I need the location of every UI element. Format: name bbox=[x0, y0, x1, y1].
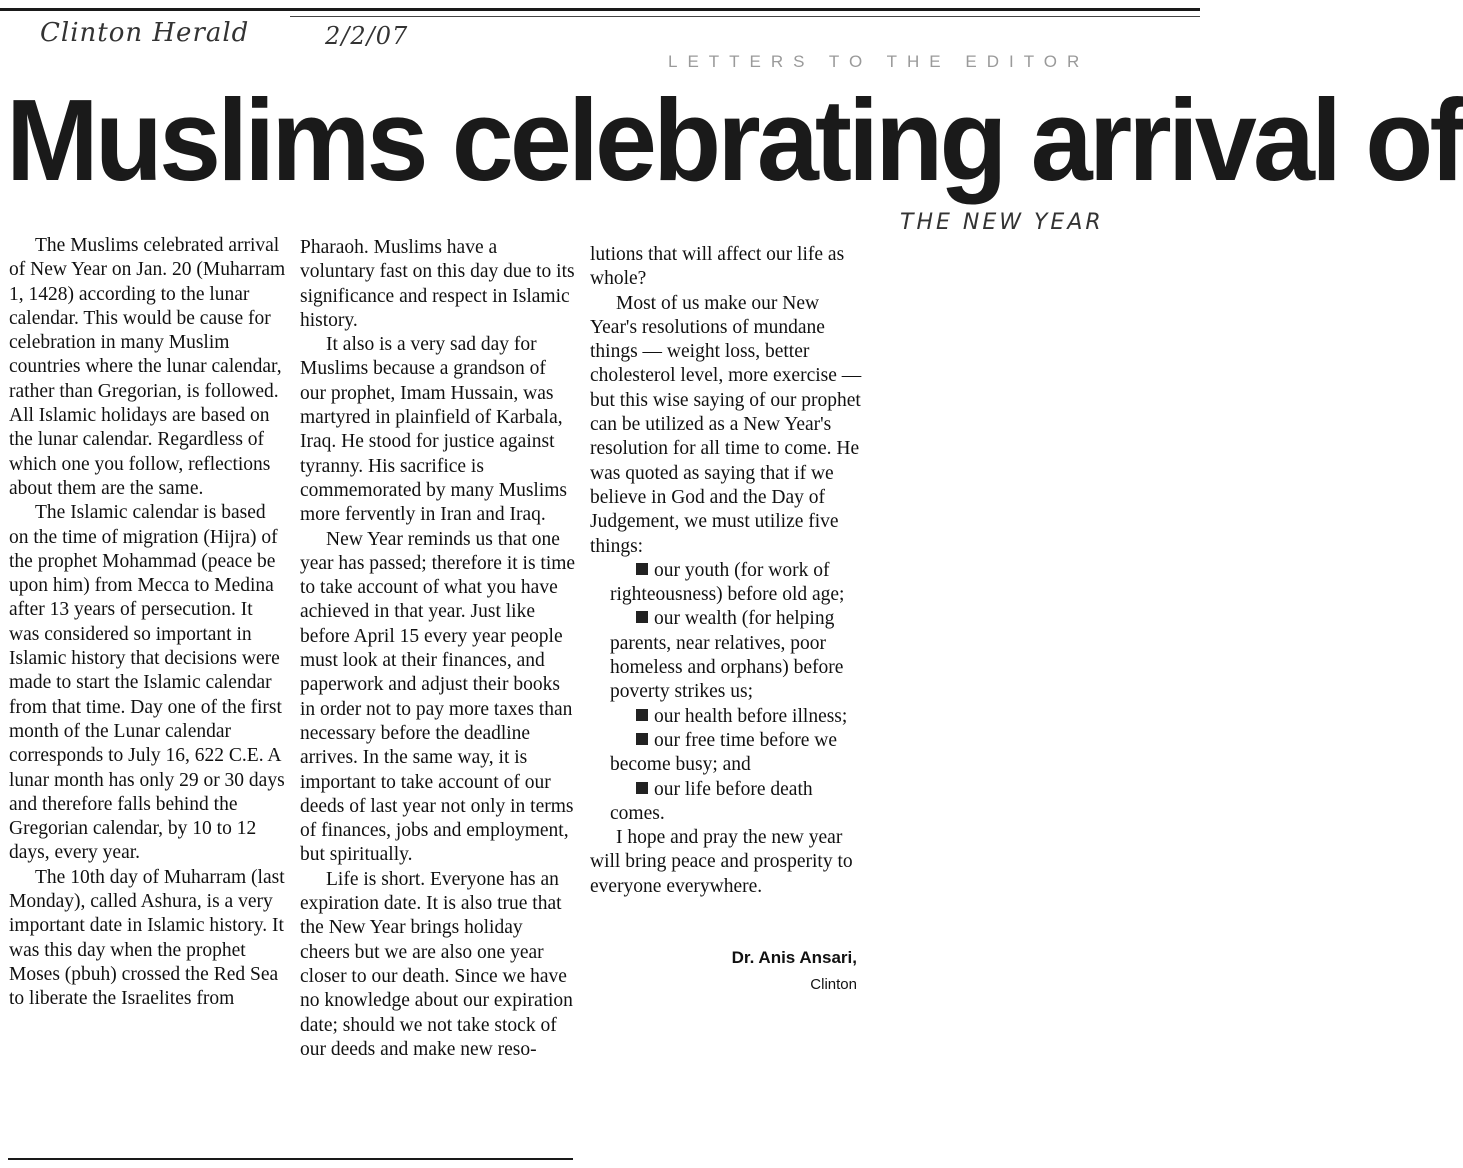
bullet-item bbox=[590, 559, 868, 608]
bullet-item bbox=[590, 778, 868, 827]
square-bullet-icon bbox=[636, 709, 648, 721]
paragraph: The 10th day of Muharram (last Monday), called Ashura, is a very important date in Islamic history. It was this day when the prophet Moses (pbuh) crossed the Red Sea to liberate the Israelites from bbox=[9, 866, 285, 1010]
paragraph: The Muslims celebrated arrival of New Year on Jan. 20 (Muharram 1, 1428) according to the lunar calendar. This would be cause for celebration in many Muslim countries where the lunar calendar, rather than Gregorian, is followed. All Islamic holidays are based on the lunar calendar. Regardless of which one you follow, reflections about them are the same. bbox=[9, 235, 286, 499]
square-bullet-icon bbox=[636, 611, 648, 623]
bullet-item bbox=[590, 705, 868, 729]
bullet-item bbox=[590, 607, 868, 704]
top-rule bbox=[0, 8, 1200, 11]
square-bullet-icon bbox=[636, 733, 648, 745]
paragraph: New Year reminds us that one year has passed; therefore it is time to take account of what you have achieved in that year. Just like before April 15 every year people must look at their finances, and paperwork and adjust their books in order not to pay more taxes than necessary before the deadline arrives. In the same way, it is important to take account of our deeds of last year not only in terms of finances, jobs and employment, but spiritually. bbox=[300, 528, 576, 866]
author-city: Clinton bbox=[810, 976, 857, 993]
paragraph: I hope and pray the new year will bring peace and prosperity to everyone everywhere. bbox=[590, 827, 853, 897]
headline: Muslims celebrating arrival of bbox=[6, 75, 1463, 205]
bullet-text: our youth (for work of righteousness) before old age; bbox=[610, 559, 845, 606]
bullet-item bbox=[590, 729, 868, 778]
article-column-2 bbox=[300, 236, 576, 1062]
article-column-3 bbox=[590, 243, 868, 899]
square-bullet-icon bbox=[636, 563, 648, 575]
handwritten-date-note: 2/2/07 bbox=[325, 22, 409, 50]
bullet-text: our free time before we become busy; and bbox=[610, 729, 837, 776]
paragraph: Most of us make our New Year's resolutions of mundane things — weight loss, better cholesterol level, more exercise —but this wise saying of our prophet can be utilized as a New Year's resolution for all time to come. He was quoted as saying that if we believe in God and the Day of Judgement, we must utilize five things: bbox=[590, 292, 862, 557]
article-column-1 bbox=[9, 234, 287, 1012]
bullet-text: our wealth (for helping parents, near relatives, poor homeless and orphans) before poverty strikes us; bbox=[610, 608, 844, 703]
paragraph: The Islamic calendar is based on the time of migration (Hijra) of the prophet Mohammad (peace be upon him) from Mecca to Medina after 13 years of persecution. It was considered so important in Islamic history that decisions were made to start the Islamic calendar from that time. Day one of the first month of the Lunar calendar corresponds to July 16, 622 C.E. A lunar month has only 29 or 30 days and therefore falls behind the Gregorian calendar, by 10 to 12 days, every year. bbox=[9, 502, 285, 864]
handwritten-headline-completion: THE NEW YEAR bbox=[900, 210, 1104, 235]
paragraph-continuation: lutions that will affect our life as whole? bbox=[590, 244, 845, 290]
author-name: Dr. Anis Ansari, bbox=[731, 948, 857, 967]
section-label: LETTERS TO THE EDITOR bbox=[668, 52, 1090, 71]
paragraph: Life is short. Everyone has an expiration date. It is also true that the New Year brings holiday cheers but we are also one year closer to our death. Since we have no knowledge about our expiration date; should we not take stock of our deeds and make new reso- bbox=[300, 868, 573, 1060]
bottom-rule bbox=[8, 1158, 573, 1160]
top-rule-thin bbox=[290, 16, 1200, 17]
bullet-text: our life before death comes. bbox=[610, 778, 813, 824]
square-bullet-icon bbox=[636, 782, 648, 794]
bullet-text: our health before illness; bbox=[654, 705, 848, 727]
paragraph: It also is a very sad day for Muslims because a grandson of our prophet, Imam Hussain, was martyred in plainfield of Karbala, Iraq. He stood for justice against tyranny. His sacrifice is commemorated by many Muslims more fervently in Iran and Iraq. bbox=[300, 334, 568, 526]
handwritten-publication-note: Clinton Herald bbox=[40, 18, 250, 48]
paragraph-continuation: Pharaoh. Muslims have a voluntary fast on this day due to its significance and respect in Islamic history. bbox=[300, 237, 575, 331]
